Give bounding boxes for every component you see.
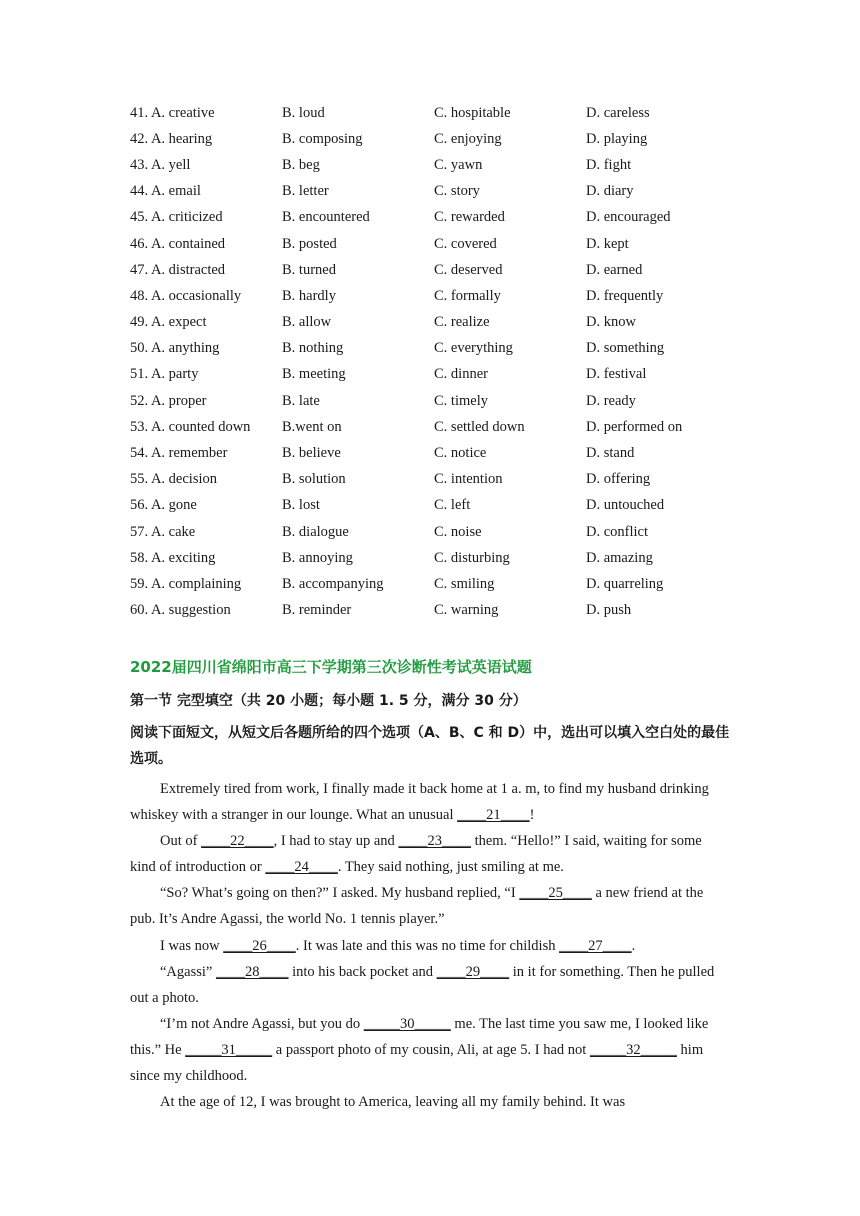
passage-text: Out of — [160, 833, 202, 850]
option-c: C. warning — [434, 602, 499, 619]
option-b: B. nothing — [282, 340, 344, 357]
passage-text: ! — [529, 807, 535, 824]
passage-text: a new friend at the pub. It’s Andre Agassi, the world No. 1 tennis player.” — [130, 885, 704, 928]
option-row — [130, 440, 750, 466]
instruction-text: 阅读下面短文，从短文后各题所给的四个选项（A、B、C 和 D）中，选出可以填入空白处的最佳选项。 — [130, 725, 730, 767]
blank-23: ____23____ — [398, 833, 471, 850]
passage-text: . It was late and this was no time for childish — [295, 937, 560, 954]
option-b: B. hardly — [282, 287, 336, 304]
blank-27: ____27____ — [559, 937, 632, 954]
option-d: D. festival — [586, 366, 647, 383]
option-b: B. accompanying — [282, 575, 384, 592]
option-c: C. intention — [434, 471, 503, 488]
blank-28: ____28____ — [215, 963, 289, 980]
option-a: 47. A. distracted — [130, 261, 226, 278]
option-row — [130, 545, 750, 571]
option-d: D. careless — [586, 104, 650, 121]
option-c: C. formally — [434, 287, 501, 304]
section-heading: 第一节 完型填空（共 20 小题；每小题 1. 5 分，满分 30 分） — [130, 693, 527, 709]
passage-text: them. “Hello!” I said, waiting for some kind of introduction or — [130, 833, 702, 876]
exam-title: 2022届四川省绵阳市高三下学期第三次诊断性考试英语试题 — [130, 658, 532, 676]
option-d: D. performed on — [586, 418, 683, 435]
option-d: D. offering — [586, 471, 651, 488]
option-b: B. dialogue — [282, 523, 349, 540]
option-d: D. quarreling — [586, 575, 664, 592]
option-a: 43. A. yell — [130, 156, 191, 173]
passage-paragraph — [130, 1089, 730, 1115]
passage-text: “Agassi” — [160, 963, 216, 980]
option-b: B. meeting — [282, 366, 346, 383]
option-a: 49. A. expect — [130, 314, 207, 331]
passage-text: a passport photo of my cousin, Ali, at age 5. I had not — [272, 1041, 590, 1058]
option-b: B. encountered — [282, 209, 370, 226]
passage-text: into his back pocket and — [288, 963, 437, 980]
option-row — [130, 205, 750, 231]
option-c: C. everything — [434, 340, 513, 357]
option-d: D. encouraged — [586, 209, 671, 226]
option-c: C. notice — [434, 445, 487, 462]
option-c: C. left — [434, 497, 471, 514]
option-a: 55. A. decision — [130, 471, 217, 488]
option-d: D. kept — [586, 235, 629, 252]
passage-text: . — [631, 937, 636, 954]
option-a: 51. A. party — [130, 366, 199, 383]
option-a: 57. A. cake — [130, 523, 196, 540]
passage-text: “So? What’s going on then?” I asked. My husband replied, “I — [160, 885, 520, 902]
option-d: D. playing — [586, 130, 648, 147]
option-a: 58. A. exciting — [130, 549, 216, 566]
passage-text: Extremely tired from work, I finally made it back home at 1 a. m, to find my husband drinking whiskey with a stranger in our lounge. What an unusual — [130, 781, 709, 824]
option-b: B. believe — [282, 445, 341, 462]
option-c: C. noise — [434, 523, 482, 540]
option-c: C. enjoying — [434, 130, 502, 147]
option-a: 44. A. email — [130, 183, 201, 200]
passage-paragraph — [130, 776, 730, 828]
option-row — [130, 283, 750, 309]
blank-25: ____25____ — [519, 885, 592, 902]
option-a: 46. A. contained — [130, 235, 226, 252]
passage-paragraph — [130, 959, 730, 1011]
passage-text: him since my childhood. — [130, 1041, 704, 1085]
option-row — [130, 467, 750, 493]
blank-26: ____26____ — [223, 937, 296, 954]
option-row — [130, 100, 750, 126]
option-d: D. untouched — [586, 497, 665, 514]
option-c: C. rewarded — [434, 209, 505, 226]
option-a: 53. A. counted down — [130, 418, 251, 435]
blank-31: _____31_____ — [185, 1041, 273, 1058]
option-d: D. diary — [586, 183, 634, 200]
option-d: D. earned — [586, 261, 643, 278]
passage-text: in it for something. Then he pulled out a photo. — [130, 963, 715, 1006]
blank-30: _____30_____ — [363, 1015, 451, 1032]
option-c: C. realize — [434, 314, 490, 331]
option-a: 60. A. suggestion — [130, 602, 231, 619]
passage-text: I was now — [160, 937, 224, 954]
option-d: D. fight — [586, 156, 632, 173]
option-a: 48. A. occasionally — [130, 287, 242, 304]
option-a: 42. A. hearing — [130, 130, 213, 147]
option-d: D. frequently — [586, 287, 664, 304]
option-b: B. composing — [282, 130, 363, 147]
option-row — [130, 571, 750, 597]
option-c: C. deserved — [434, 261, 503, 278]
option-b: B. late — [282, 392, 320, 409]
option-row — [130, 414, 750, 440]
option-a: 59. A. complaining — [130, 575, 242, 592]
option-row — [130, 336, 750, 362]
option-c: C. settled down — [434, 418, 525, 435]
option-d: D. conflict — [586, 523, 649, 540]
option-b: B. reminder — [282, 602, 352, 619]
option-row — [130, 362, 750, 388]
option-a: 45. A. criticized — [130, 209, 223, 226]
passage-text: . They said nothing, just smiling at me. — [337, 859, 564, 876]
option-d: D. amazing — [586, 549, 653, 566]
option-b: B. loud — [282, 104, 325, 121]
cloze-passage — [130, 776, 730, 1115]
option-row — [130, 598, 750, 624]
passage-text: At the age of 12, I was brought to America, leaving all my family behind. It was — [160, 1094, 626, 1111]
passage-paragraph — [130, 933, 730, 959]
passage-paragraph — [130, 880, 730, 932]
option-row — [130, 519, 750, 545]
option-a: 41. A. creative — [130, 104, 215, 121]
option-a: 56. A. gone — [130, 497, 197, 514]
option-row — [130, 310, 750, 336]
option-row — [130, 126, 750, 152]
blank-22: ____22____ — [201, 833, 274, 850]
option-row — [130, 179, 750, 205]
option-b: B. solution — [282, 471, 346, 488]
blank-21: ____21____ — [457, 807, 530, 824]
option-c: C. hospitable — [434, 104, 511, 121]
option-b: B. allow — [282, 314, 332, 331]
passage-text: me. The last time you saw me, I looked like this.” He — [130, 1015, 709, 1058]
option-a: 52. A. proper — [130, 392, 207, 409]
passage-paragraph — [130, 828, 730, 880]
option-c: C. story — [434, 183, 480, 200]
option-c: C. timely — [434, 392, 488, 409]
option-d: D. ready — [586, 392, 636, 409]
blank-29: ____29____ — [436, 963, 510, 980]
option-b: B. annoying — [282, 549, 353, 566]
option-b: B. posted — [282, 235, 337, 252]
option-row — [130, 231, 750, 257]
option-a: 50. A. anything — [130, 340, 220, 357]
option-c: C. covered — [434, 235, 497, 252]
option-c: C. disturbing — [434, 549, 510, 566]
option-a: 54. A. remember — [130, 445, 228, 462]
option-b: B.went on — [282, 418, 342, 435]
option-d: D. stand — [586, 445, 635, 462]
option-c: C. smiling — [434, 575, 495, 592]
blank-32: _____32_____ — [589, 1041, 677, 1058]
option-d: D. something — [586, 340, 665, 357]
option-row — [130, 493, 750, 519]
option-d: D. push — [586, 602, 632, 619]
option-b: B. beg — [282, 156, 320, 173]
option-c: C. yawn — [434, 156, 483, 173]
passage-text: , I had to stay up and — [273, 833, 399, 850]
option-b: B. letter — [282, 183, 329, 200]
answer-options-list — [130, 100, 750, 624]
option-b: B. lost — [282, 497, 320, 514]
option-d: D. know — [586, 314, 636, 331]
option-c: C. dinner — [434, 366, 488, 383]
passage-text: “I’m not Andre Agassi, but you do — [160, 1015, 364, 1032]
option-row — [130, 152, 750, 178]
blank-24: ____24____ — [265, 859, 338, 876]
passage-paragraph — [130, 1011, 730, 1089]
option-row — [130, 257, 750, 283]
option-row — [130, 388, 750, 414]
option-b: B. turned — [282, 261, 336, 278]
